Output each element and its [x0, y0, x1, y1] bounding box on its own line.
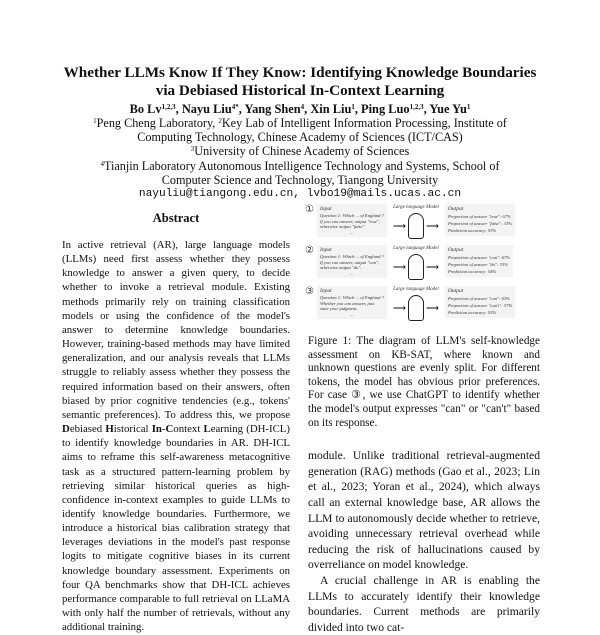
llama-icon	[408, 213, 424, 239]
case-number: ①	[305, 204, 314, 215]
input-box: Input Question 1: Which ... of England ? If you can answer, output "true", otherwise output "false". ...	[317, 204, 387, 237]
arrow-icon: ⟶	[393, 262, 406, 272]
title-line: Whether LLMs Know If They Know: Identifying Knowledge Boundaries	[63, 64, 537, 81]
llm-block	[387, 286, 445, 321]
input-box: Input Question 1: Which ... of England ? Whether you can answer, just state your judgment. ...	[317, 286, 387, 319]
author-list: Bo Lv$^{1,2,3}$, Nayu Liu$^{4*}$, Yang Shen$^4$, Xin Liu$^1$, Ping Luo$^{1,2,3}$, Yue Yu$^1$	[129, 102, 471, 116]
arrow-icon: ⟶	[393, 221, 406, 231]
arrow-icon: ⟶	[425, 221, 439, 231]
left-column	[62, 210, 290, 634]
abstract-heading: Abstract	[152, 211, 200, 225]
arrow-icon: ⟶	[425, 262, 439, 272]
abstract-text: In active retrieval (AR), large language models (LLMs) need first assess whether they possess knowledge to answer a given query, to decide whether to invoke a retrieval module. Existing methods primarily rely on training classification models or using the confidence of the model's answer to determine knowledge boundaries. However, training-based methods may have limited generalization, and our analysis reveals that LLMs struggle to reliably assess whether they possess the required information based on their answers, often biased by prior cognitive tendencies (e.g., tokens' semantic preferences). To address this, we propose Debiased Historical In-Context Learning (DH-ICL) to identify knowledge boundaries in AR. DH-ICL aims to reframe this self-awareness metacognitive task as a structured pattern-learning problem by retrieving similar historical queries as high-confidence in-context examples to guide LLMs to identify knowledge boundaries. Furthermore, we introduce a historical bias calibration strategy that leverages deviations in the model's past response logits to mitigate cognitive biases in its current knowledge boundary assessment. Experiments on four QA benchmarks show that DH-ICL achieves performance comparable to full retrieval on LLaMA with only half the number of retrievals, without any additional training.	[62, 239, 290, 634]
llm-label: Large language Model	[393, 205, 439, 210]
author: Nayu Liu$^{4*}$	[181, 102, 239, 116]
output-box: Output Proportion of answer "true": 67% Proportion of answer "false": 33% Prediction accuracy: 53%	[445, 204, 515, 236]
figure-case-3	[305, 286, 543, 321]
author: Bo Lv$^{1,2,3}$	[129, 102, 176, 116]
author-emails: nayuliu@tiangong.edu.cn, lvbo19@mails.ucas.ac.cn	[138, 188, 462, 201]
author: Ping Luo$^{1,2,3}$	[361, 102, 424, 116]
paragraph: A crucial challenge in AR is enabling the LLMs to accurately identify their knowledge boundaries. Current methods are primarily divided into two cat-	[308, 573, 540, 634]
author: Yue Yu$^1$	[429, 102, 471, 116]
output-box: Output Proportion of answer "can": 63% Proportion of answer "can't": 37% Prediction accuracy: 53%	[445, 286, 515, 318]
figure-caption: Figure 1: The diagram of LLM's self-knowledge assessment on KB-SAT, where known and unknown questions are evenly split. For different tokens, the model has obvious prior preferences. For case ③, we use ChatGPT to identify whether the model's output expresses "can" or "can't" based on its response.	[308, 335, 540, 429]
affiliations: $^1$Peng Cheng Laboratory, $^2$Key Lab of Intelligent Information Processing, Institute of Computing Technology, Chinese Academy of Sciences (ICT/CAS) $^3$University of Chinese Academy of Sciences $^4$Tianjin Laboratory Autonomous Intelligence Technology and Systems, School of Computer Science and Technology, Tiangong University	[93, 116, 507, 187]
llm-block	[387, 204, 445, 239]
llama-icon	[408, 254, 424, 280]
output-box: Output Proportion of answer "can": 67% Proportion of answer "do": 33% Prediction accuracy: 54%	[445, 245, 513, 277]
arrow-icon: ⟶	[393, 303, 406, 313]
case-number: ③	[305, 286, 314, 297]
author: Xin Liu$^1$	[310, 102, 355, 116]
body-text	[308, 448, 540, 635]
figure-1-diagram	[305, 204, 543, 321]
llm-block	[387, 245, 445, 280]
title-line: via Debiased Historical In-Context Learning	[155, 82, 445, 99]
paper-title	[10, 64, 590, 100]
llm-label: Large language Model	[393, 246, 439, 251]
llm-label: Large language Model	[393, 287, 439, 292]
figure-case-2	[305, 245, 543, 280]
paragraph: module. Unlike traditional retrieval-augmented generation (RAG) methods (Gao et al., 2023; Lin et al., 2023; Yoran et al., 2024), which always call an external knowledge base, AR allows the LLM to autonomously decide whether to retrieve, avoiding unnecessary retrieval overhead while reducing the risk of hallucinations caused by overreliance on model knowledge.	[308, 449, 540, 572]
case-number: ②	[305, 245, 314, 256]
figure-case-1	[305, 204, 543, 239]
arrow-icon: ⟶	[425, 303, 439, 313]
llama-icon	[408, 295, 424, 321]
paper-header	[10, 64, 590, 201]
right-column	[305, 204, 543, 635]
author: Yang Shen$^4$	[244, 102, 305, 116]
input-box: Input Question 1: Which ... of England ? If you can answer, output "can", otherwise output "do". ...	[317, 245, 387, 278]
